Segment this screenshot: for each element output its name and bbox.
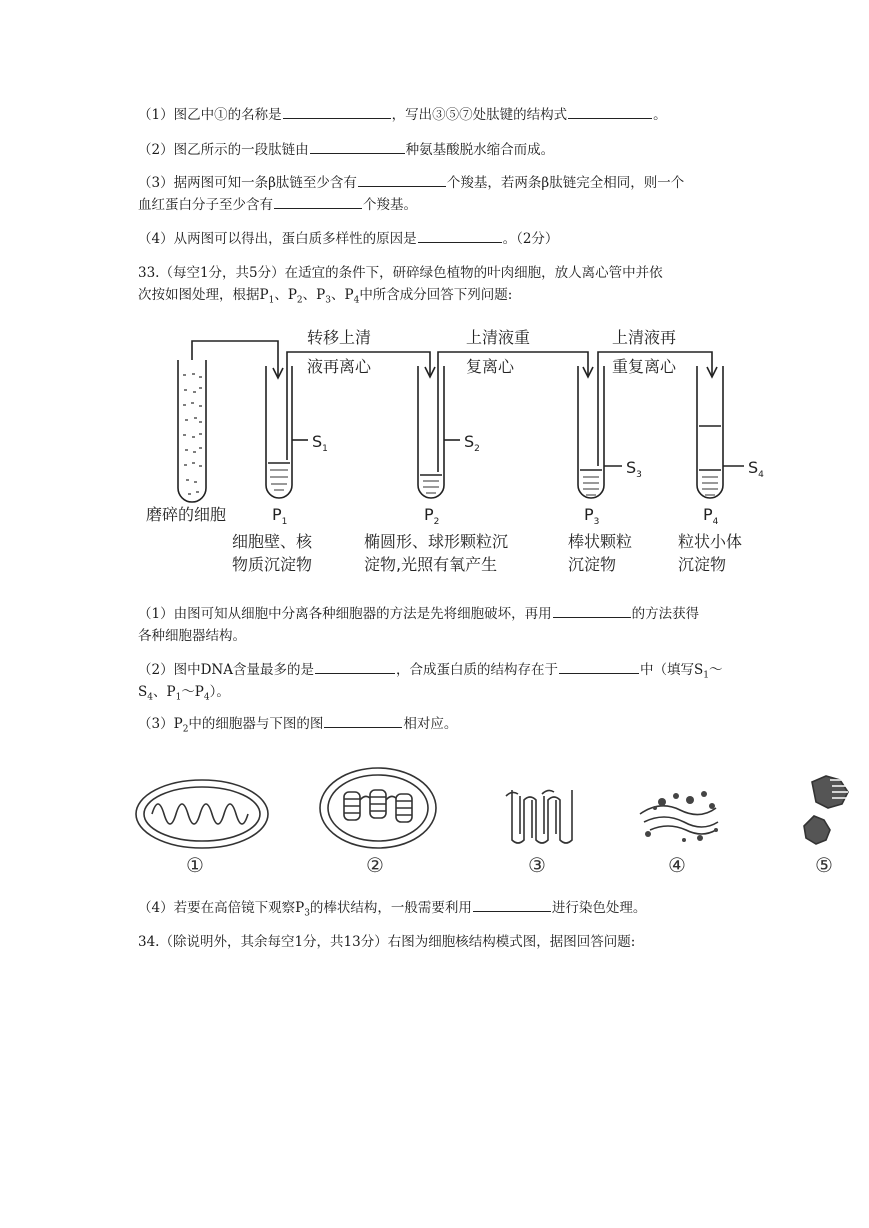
q33-part3: $(3)P_2$中的细胞器与下图的图 相对应。 <box>138 713 457 741</box>
tube0-label: 磨碎的细胞 <box>146 505 227 524</box>
q33-stem-line1: 33.（每空1分，共5分）在适宜的条件下，研碎绿色植物的叶肉细胞，放人离心管中并依 <box>138 265 663 281</box>
q32-part3-line1: （3）据两图可知一条β肽链至少含有 个羧基，若两条β肽链完全相同，则一个 <box>138 172 684 194</box>
mitochondrion-figure <box>136 780 268 848</box>
golgi-figure <box>640 806 718 834</box>
q34-stem: 34.（除说明外，其余每空1分，共13分）右图为细胞核结构模式图，据图回答问题: <box>138 934 636 950</box>
organelle-label-5: ⑤ <box>815 853 833 877</box>
arrow2-label-line1: 上清液重 <box>466 328 531 347</box>
answer-blank[interactable] <box>473 897 551 912</box>
q33-part1-line2: 各种细胞器结构。 <box>138 628 246 644</box>
organelle-label-2: ② <box>366 853 384 877</box>
q33-part4: （4）若要在高倍镜下观察$P_3$的棒状结构，一般需要利用 进行染色处理。 <box>138 897 646 925</box>
q32-part1: （1）图乙中①的名称是 ，写出③⑤⑦处肽键的结构式 。 <box>138 104 667 126</box>
p2-desc-line2: 淀物,光照有氧产生 <box>364 555 498 574</box>
p3-desc-line2: 沉淀物 <box>568 555 617 574</box>
label-s4: $S_4$ <box>748 458 764 481</box>
arrow2-label-line2: 复离心 <box>466 357 515 376</box>
organelle-label-1: ① <box>186 853 204 877</box>
label-p2: $P_2$ <box>424 505 440 528</box>
organelle-label-3: ③ <box>528 853 546 877</box>
chloroplast-figure <box>320 768 436 848</box>
label-s2: $S_2$ <box>464 432 480 455</box>
q33-part1-line1: （1）由图可知从细胞中分离各种细胞器的方法是先将细胞破坏，再用 的方法获得 <box>138 603 699 625</box>
label-s3: $S_3$ <box>626 458 642 481</box>
organelle-label-4: ④ <box>668 853 686 877</box>
p4-desc-line2: 沉淀物 <box>678 555 727 574</box>
label-s1: $S_1$ <box>312 432 328 455</box>
p1-desc-line2: 物质沉淀物 <box>232 555 313 574</box>
arrow1-label-line1: 转移上清 <box>307 328 372 347</box>
q32-part3-line2: 血红蛋白分子至少含有 个羧基。 <box>138 194 417 216</box>
p2-desc-line1: 椭圆形、球形颗粒沉 <box>364 532 509 551</box>
p3-desc-line1: 棒状颗粒 <box>568 532 633 551</box>
arrow3-label-line2: 重复离心 <box>612 357 677 376</box>
q32-part4: （4）从两图可以得出，蛋白质多样性的原因是 。（2分） <box>138 228 558 250</box>
arrow1-label-line2: 液再离心 <box>307 357 372 376</box>
fragments-figure <box>804 776 848 844</box>
label-p1: $P_1$ <box>272 505 288 528</box>
q33-stem-line2: 次按如图处理，根据$P_1$、$P_2$、$P_3$、$P_4$中所含成分回答下列问题: <box>138 287 513 306</box>
q32-part2: （2）图乙所示的一段肽链由 种氨基酸脱水缩合而成。 <box>138 139 554 161</box>
arrow3-label-line1: 上清液再 <box>612 328 677 347</box>
endoplasmic-reticulum-figure <box>506 790 572 843</box>
q33-part2-line1: （2）图中DNA含量最多的是 ，合成蛋白质的结构存在于 中（填写$S_1\sim$ <box>138 659 722 687</box>
label-p4: $P_4$ <box>703 505 719 528</box>
p1-desc-line1: 细胞壁、核 <box>232 532 313 551</box>
q33-part2-line2: $S_4$、$P_1\sim P_4$）。 <box>138 684 230 703</box>
p4-desc-line1: 粒状小体 <box>678 532 743 551</box>
label-p3: $P_3$ <box>584 505 600 528</box>
